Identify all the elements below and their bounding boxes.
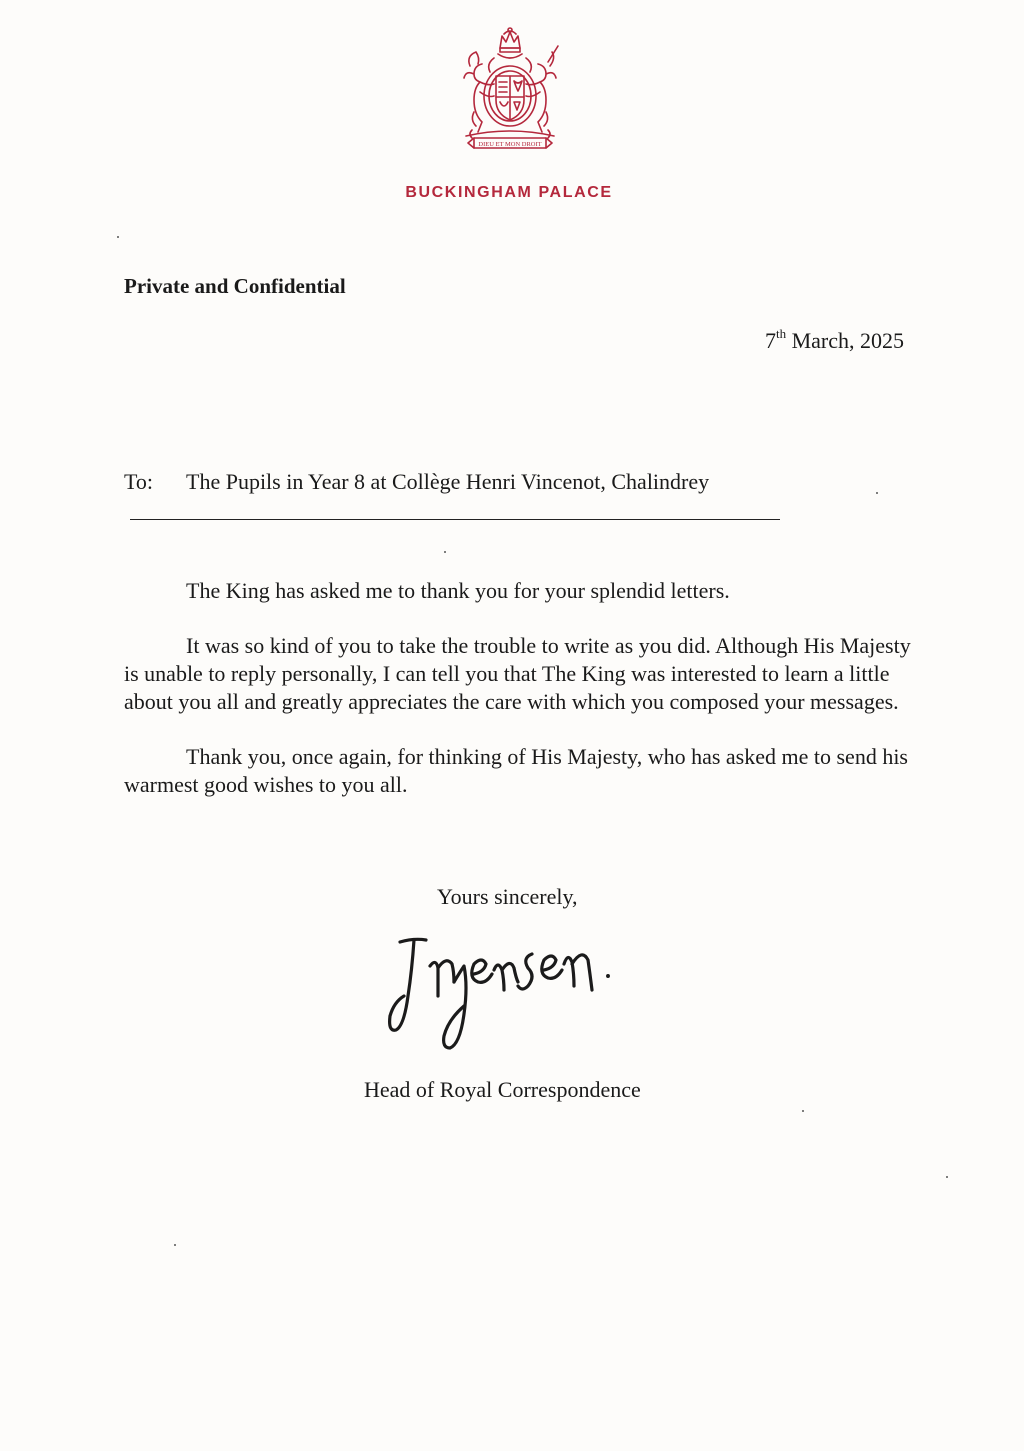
body-paragraph: It was so kind of you to take the trouble to write as you did. Although His Majesty is unable to reply personally, I can tell you that The King was interested to learn a little about you all and greatly appreciates the care with which you composed your messages. — [124, 633, 911, 714]
closing: Yours sincerely, — [437, 884, 578, 909]
body-paragraph: The King has asked me to thank you for your splendid letters. — [186, 578, 730, 603]
date-month-year: March, 2025 — [786, 328, 904, 353]
date-suffix: th — [775, 326, 787, 341]
recipient: The Pupils in Year 8 at Collège Henri Vincenot, Chalindrey — [186, 469, 710, 494]
scan-speck — [444, 551, 446, 553]
scan-speck — [946, 1176, 948, 1178]
letter-body — [124, 577, 914, 826]
signature-icon — [382, 924, 682, 1054]
recipient-line — [124, 469, 709, 495]
royal-crest-icon — [444, 26, 576, 154]
date-day: 7 — [764, 328, 776, 353]
scan-speck — [802, 1110, 804, 1112]
scan-speck — [117, 236, 119, 238]
crest-motto: DIEU ET MON DROIT — [478, 141, 542, 148]
confidential-marking: Private and Confidential — [124, 274, 346, 298]
to-label: To: — [124, 469, 154, 494]
scan-speck — [876, 492, 878, 494]
signatory-title: Head of Royal Correspondence — [364, 1077, 641, 1102]
letter-date — [765, 328, 904, 354]
scan-speck — [174, 1244, 176, 1246]
recipient-underline — [130, 519, 780, 520]
letterhead-name: BUCKINGHAM PALACE — [405, 184, 613, 201]
body-paragraph: Thank you, once again, for thinking of His Majesty, who has asked me to send his warmest good wishes to you all. — [124, 744, 908, 797]
